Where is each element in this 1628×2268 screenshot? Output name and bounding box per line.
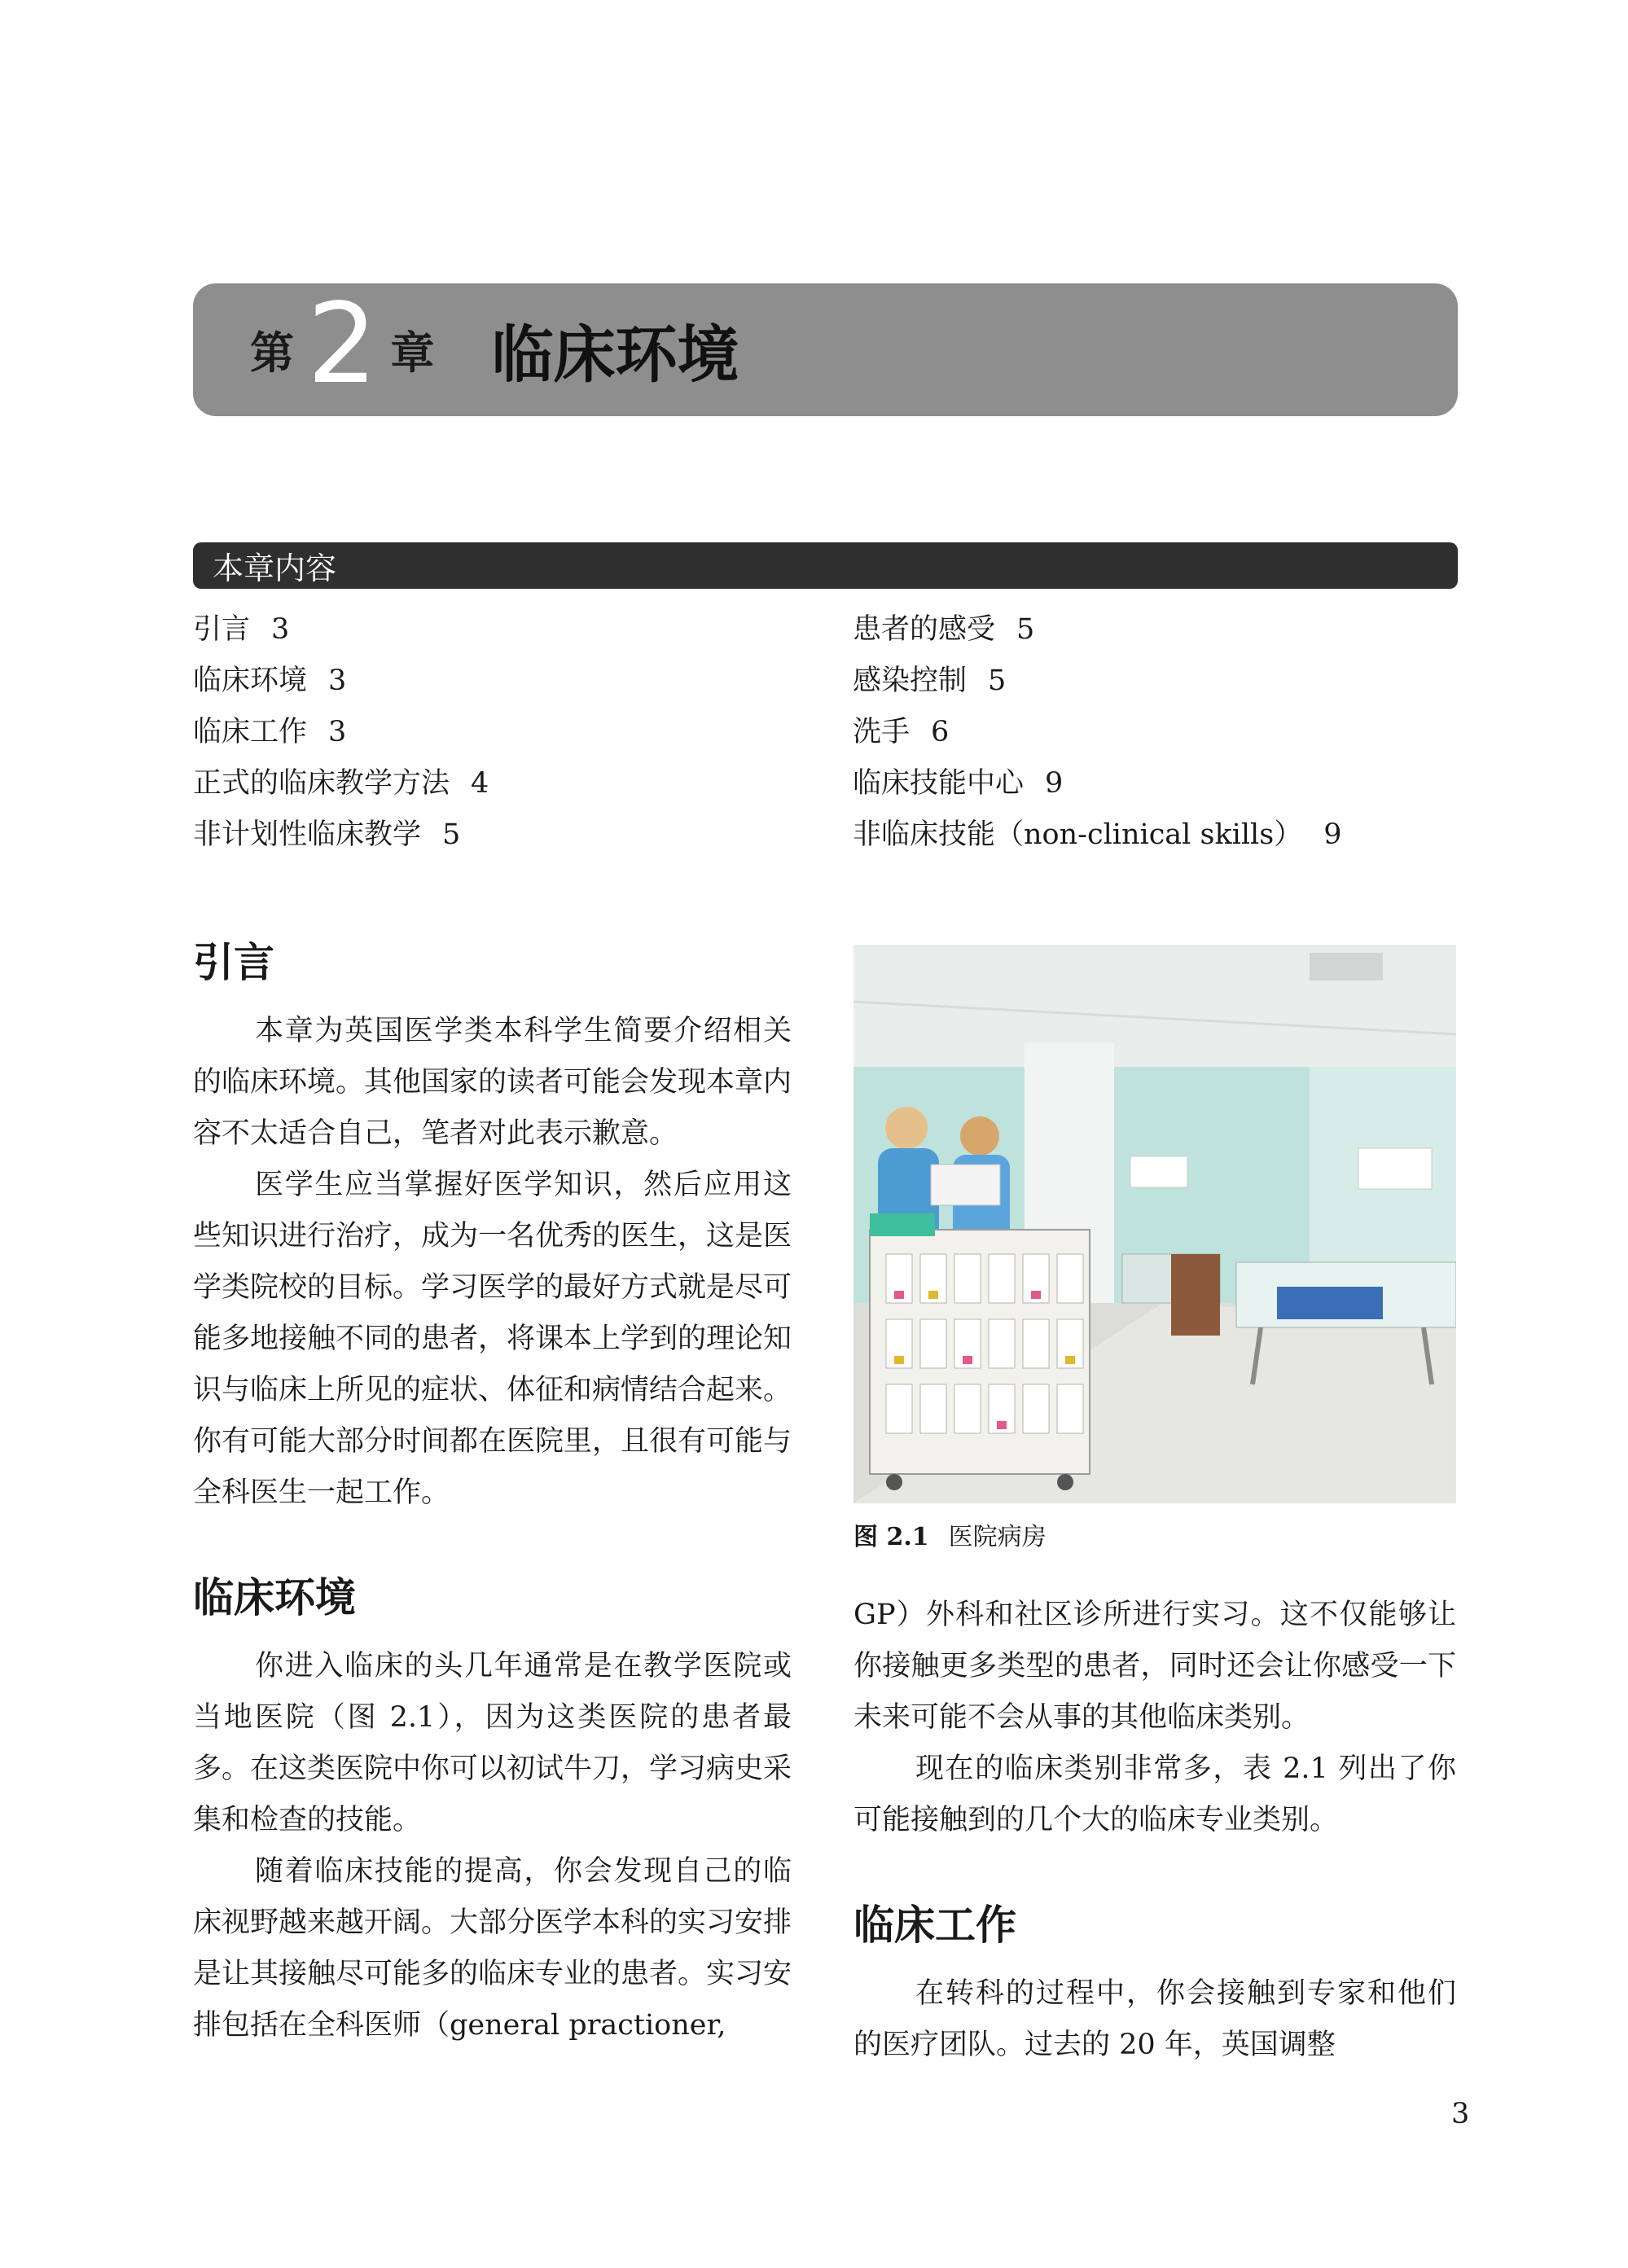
toc-item[interactable] bbox=[853, 609, 1342, 660]
toc-item[interactable] bbox=[193, 763, 489, 814]
toc-item-page: 5 bbox=[442, 818, 461, 851]
toc-right-column bbox=[853, 609, 1342, 866]
toc-item-label: 非计划性临床教学 bbox=[193, 818, 422, 851]
toc-item[interactable] bbox=[193, 712, 489, 763]
section-heading-clinical-environment: 临床环境 bbox=[193, 1573, 356, 1621]
toc-item-label: 引言 bbox=[193, 613, 251, 646]
section-heading-intro: 引言 bbox=[193, 938, 274, 986]
contents-heading: 本章内容 bbox=[213, 551, 337, 586]
chapter-number: 2 bbox=[307, 279, 378, 409]
chapter-suffix: 章 bbox=[390, 327, 435, 379]
toc-item-label: 临床技能中心 bbox=[853, 767, 1025, 800]
section-intro bbox=[193, 934, 792, 1519]
paragraph: 医学生应当掌握好医学知识，然后应用这些知识进行治疗，成为一名优秀的医生，这是医学类院校的目标。学习医学的最好方式就是尽可能多地接触不同的患者，将课本上学到的理论知识与临床上所见的症状、体征和病情结合起来。你有可能大部分时间都在医院里，且很有可能与全科医生一起工作。 bbox=[193, 1169, 792, 1509]
section-clinical-work bbox=[853, 1897, 1456, 2071]
paragraph: 在转科的过程中，你会接触到专家和他们的医疗团队。过去的 20 年，英国调整 bbox=[853, 1977, 1456, 2061]
toc-item-page: 3 bbox=[328, 716, 347, 748]
toc-item[interactable] bbox=[853, 712, 1342, 763]
figure-caption-text: 医院病房 bbox=[948, 1523, 1047, 1551]
chapter-banner bbox=[193, 279, 1458, 416]
chapter-prefix: 第 bbox=[250, 327, 294, 379]
chapter-title: 临床环境 bbox=[491, 318, 739, 391]
page-number: 3 bbox=[1451, 2098, 1470, 2130]
toc-item[interactable] bbox=[853, 763, 1342, 814]
figure-caption bbox=[853, 1516, 1047, 1552]
toc-item[interactable] bbox=[193, 660, 489, 712]
toc-item-label: 非临床技能（non-clinical skills） bbox=[853, 818, 1303, 851]
toc-item-label: 患者的感受 bbox=[853, 613, 996, 646]
toc-item-page: 9 bbox=[1045, 767, 1064, 800]
toc-item-page: 5 bbox=[1016, 613, 1035, 646]
toc-item-page: 6 bbox=[931, 716, 950, 748]
toc-item-page: 4 bbox=[471, 767, 489, 800]
toc-item-page: 3 bbox=[271, 613, 290, 646]
section-heading-clinical-work: 临床工作 bbox=[853, 1901, 1016, 1949]
toc-item-label: 洗手 bbox=[853, 716, 911, 748]
toc-item[interactable] bbox=[193, 609, 489, 660]
paragraph: 随着临床技能的提高，你会发现自己的临床视野越来越开阔。大部分医学本科的实习安排是让其接触尽可能多的临床专业的患者。实习安排包括在全科医师（general practioner, bbox=[193, 1855, 792, 2042]
toc-item-page: 9 bbox=[1323, 818, 1342, 851]
paragraph: 现在的临床类别非常多，表 2.1 列出了你可能接触到的几个大的临床专业类别。 bbox=[853, 1753, 1456, 1836]
paragraph: 本章为英国医学类本科学生简要介绍相关的临床环境。其他国家的读者可能会发现本章内容不太适合自己，笔者对此表示歉意。 bbox=[193, 1015, 792, 1150]
hospital-ward-photo bbox=[853, 945, 1456, 1503]
toc-item-label: 临床环境 bbox=[193, 665, 308, 697]
section-clinical-environment-continued bbox=[853, 1590, 1456, 1846]
toc-item[interactable] bbox=[853, 814, 1342, 866]
toc-item-page: 5 bbox=[988, 665, 1007, 697]
paragraph: 你进入临床的头几年通常是在教学医院或当地医院（图 2.1），因为这类医院的患者最多。在这类医院中你可以初试牛刀，学习病史采集和检查的技能。 bbox=[193, 1650, 792, 1836]
toc-item[interactable] bbox=[193, 814, 489, 866]
toc-item-label: 正式的临床教学方法 bbox=[193, 767, 450, 800]
toc-item-label: 临床工作 bbox=[193, 716, 308, 748]
toc-item[interactable] bbox=[853, 660, 1342, 712]
toc-item-label: 感染控制 bbox=[853, 665, 968, 697]
paragraph: GP）外科和社区诊所进行实习。这不仅能够让你接触更多类型的患者，同时还会让你感受一下未来可能不会从事的其他临床类别。 bbox=[853, 1599, 1456, 1734]
figure-number: 图 2.1 bbox=[853, 1523, 929, 1551]
toc-item-page: 3 bbox=[328, 665, 347, 697]
toc-left-column bbox=[193, 609, 489, 866]
section-clinical-environment bbox=[193, 1569, 792, 2051]
contents-heading-bar bbox=[193, 542, 1458, 589]
